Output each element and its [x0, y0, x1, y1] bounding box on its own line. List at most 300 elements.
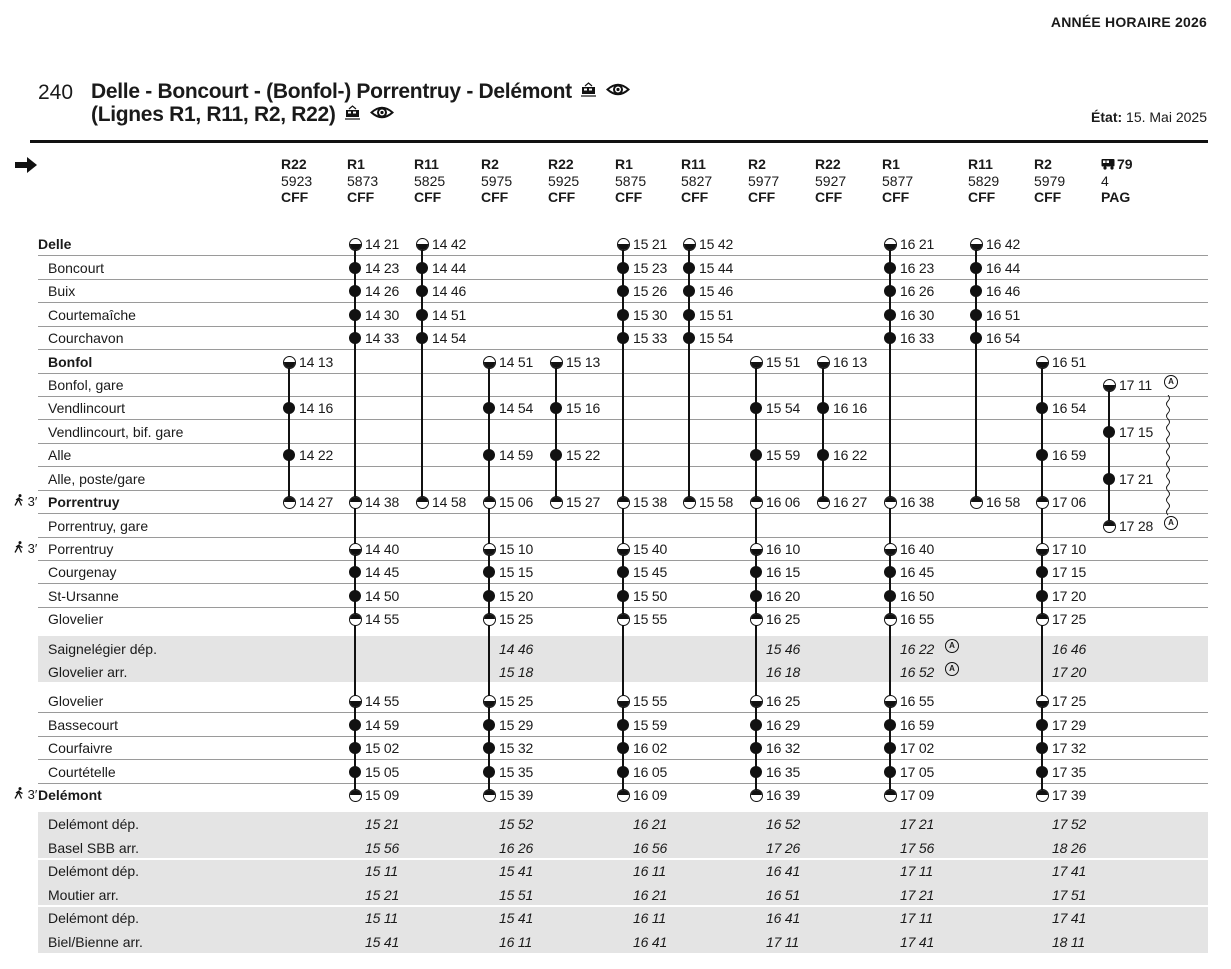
- departure-time: 14 40: [365, 541, 400, 557]
- departure-time: 14 33: [365, 330, 400, 346]
- intermediate-stop-marker: [884, 566, 896, 578]
- departure-time: 17 09: [900, 787, 935, 803]
- arrival-stop-marker: [683, 496, 696, 509]
- connection-time: 15 21: [365, 887, 400, 903]
- station-name: Bassecourt: [48, 717, 119, 733]
- intermediate-stop-marker: [1036, 449, 1048, 461]
- intermediate-stop-marker: [617, 332, 629, 344]
- wavy-connector: [1164, 395, 1174, 522]
- station-name: Porrentruy, gare: [48, 518, 149, 534]
- pedestrian-icon: [14, 541, 24, 556]
- departure-stop-marker: [617, 543, 630, 556]
- train-line-label: [681, 156, 712, 173]
- intermediate-stop-marker: [1036, 766, 1048, 778]
- arrival-stop-marker: [1036, 613, 1049, 626]
- connection-time: 17 20: [1052, 664, 1087, 680]
- station-name: St-Ursanne: [48, 588, 119, 604]
- intermediate-stop-marker: [683, 262, 695, 274]
- train-line-label: [968, 156, 999, 173]
- departure-stop-marker: [884, 543, 897, 556]
- departure-time: 14 30: [365, 307, 400, 323]
- departure-stop-marker: [483, 695, 496, 708]
- departure-time: 16 35: [766, 764, 801, 780]
- train-line-label: [615, 156, 646, 173]
- station-name: Delémont dép.: [48, 910, 140, 926]
- departure-time: 17 05: [900, 764, 935, 780]
- connection-time: 16 22: [900, 641, 935, 657]
- departure-time: 16 51: [986, 307, 1021, 323]
- intermediate-stop-marker: [884, 590, 896, 602]
- connection-time: 16 52: [900, 664, 935, 680]
- connection-time: 16 26: [499, 840, 534, 856]
- note-badge: A: [945, 662, 959, 676]
- intermediate-stop-marker: [617, 285, 629, 297]
- train-line-label: [548, 156, 579, 173]
- departure-time: 15 35: [499, 764, 534, 780]
- train-line-label: [481, 156, 512, 173]
- departure-stop-marker: [750, 356, 763, 369]
- intermediate-stop-marker: [349, 262, 361, 274]
- intermediate-stop-marker: [817, 402, 829, 414]
- departure-time: 15 54: [699, 330, 734, 346]
- intermediate-stop-marker: [283, 449, 295, 461]
- pedestrian-icon: [14, 494, 24, 509]
- arrival-stop-marker: [750, 496, 763, 509]
- intermediate-stop-marker: [1103, 426, 1115, 438]
- departure-stop-marker: [349, 695, 362, 708]
- arrival-stop-marker: [1036, 496, 1049, 509]
- train-line-text: R2: [1034, 156, 1052, 172]
- train-number: 5875: [615, 172, 647, 189]
- route-line: [622, 244, 624, 795]
- train-operator: CFF: [481, 189, 509, 205]
- departure-time: 15 42: [699, 236, 734, 252]
- connection-time: 16 41: [633, 934, 668, 950]
- station-name: Vendlincourt, bif. gare: [48, 424, 184, 440]
- departure-time: 16 27: [833, 494, 868, 510]
- departure-time: 16 23: [900, 260, 935, 276]
- station-name: Courfaivre: [48, 740, 113, 756]
- train-operator: CFF: [548, 189, 576, 205]
- arrival-stop-marker: [1103, 520, 1116, 533]
- arrival-stop-marker: [884, 496, 897, 509]
- departure-stop-marker: [483, 543, 496, 556]
- departure-time: 16 32: [766, 740, 801, 756]
- departure-time: 16 39: [766, 787, 801, 803]
- intermediate-stop-marker: [483, 766, 495, 778]
- departure-stop-marker: [750, 543, 763, 556]
- departure-time: 17 11: [1119, 377, 1152, 393]
- departure-time: 14 54: [432, 330, 467, 346]
- departure-time: 15 20: [499, 588, 534, 604]
- arrival-stop-marker: [617, 613, 630, 626]
- departure-time: 16 59: [900, 717, 935, 733]
- station-name: Delémont dép.: [48, 863, 140, 879]
- intermediate-stop-marker: [617, 719, 629, 731]
- intermediate-stop-marker: [1036, 590, 1048, 602]
- departure-time: 14 54: [499, 400, 534, 416]
- connection-band: [38, 812, 1208, 858]
- departure-time: 14 23: [365, 260, 400, 276]
- departure-time: 15 51: [699, 307, 734, 323]
- intermediate-stop-marker: [750, 566, 762, 578]
- departure-time: 17 29: [1052, 717, 1087, 733]
- intermediate-stop-marker: [884, 332, 896, 344]
- departure-time: 16 30: [900, 307, 935, 323]
- train-line-label: [281, 156, 312, 173]
- departure-time: 17 06: [1052, 494, 1087, 510]
- train-line-label: [882, 156, 913, 173]
- departure-time: 16 38: [900, 494, 935, 510]
- connection-time: 16 52: [766, 816, 801, 832]
- intermediate-stop-marker: [970, 262, 982, 274]
- intermediate-stop-marker: [349, 766, 361, 778]
- arrival-stop-marker: [750, 789, 763, 802]
- departure-time: 15 50: [633, 588, 668, 604]
- departure-time: 16 42: [986, 236, 1021, 252]
- arrival-stop-marker: [884, 789, 897, 802]
- station-name: Alle, poste/gare: [48, 471, 146, 487]
- train-column-header: [414, 156, 445, 206]
- connection-time: 15 18: [499, 664, 534, 680]
- departure-time: 16 25: [766, 693, 801, 709]
- status-line: [1091, 109, 1207, 125]
- arrival-stop-marker: [884, 613, 897, 626]
- note-badge: A: [1164, 375, 1178, 389]
- station-name: Moutier arr.: [48, 887, 119, 903]
- train-line-text: R22: [815, 156, 841, 172]
- departure-stop-marker: [1036, 543, 1049, 556]
- departure-time: 15 25: [499, 611, 534, 627]
- departure-time: 17 21: [1119, 471, 1154, 487]
- departure-time: 16 02: [633, 740, 668, 756]
- intermediate-stop-marker: [970, 285, 982, 297]
- train-line-label: [748, 156, 779, 173]
- intermediate-stop-marker: [884, 742, 896, 754]
- intermediate-stop-marker: [683, 309, 695, 321]
- intermediate-stop-marker: [617, 566, 629, 578]
- departure-time: 14 16: [299, 400, 334, 416]
- departure-time: 17 15: [1052, 564, 1087, 580]
- connection-time: 16 21: [633, 816, 668, 832]
- departure-time: 14 42: [432, 236, 467, 252]
- departure-time: 16 44: [986, 260, 1021, 276]
- intermediate-stop-marker: [750, 742, 762, 754]
- train-column-header: [615, 156, 646, 206]
- train-operator: CFF: [968, 189, 996, 205]
- connection-time: 17 51: [1052, 887, 1087, 903]
- departure-time: 14 51: [432, 307, 467, 323]
- departure-time: 17 32: [1052, 740, 1087, 756]
- train-number: 5829: [968, 172, 1000, 189]
- train-column-header: [815, 156, 846, 206]
- departure-stop-marker: [1036, 356, 1049, 369]
- departure-time: 16 46: [986, 283, 1021, 299]
- connection-time: 18 11: [1052, 934, 1085, 950]
- train-line-text: R2: [748, 156, 766, 172]
- intermediate-stop-marker: [617, 590, 629, 602]
- right-arrow-icon: [14, 156, 38, 178]
- departure-time: 17 10: [1052, 541, 1087, 557]
- departure-time: 16 50: [900, 588, 935, 604]
- connection-time: 17 21: [900, 816, 935, 832]
- departure-time: 14 55: [365, 693, 400, 709]
- intermediate-stop-marker: [349, 742, 361, 754]
- departure-time: 16 58: [986, 494, 1021, 510]
- station-name: Biel/Bienne arr.: [48, 934, 143, 950]
- station-name: Bonfol: [48, 354, 93, 370]
- departure-time: 15 29: [499, 717, 534, 733]
- intermediate-stop-marker: [617, 742, 629, 754]
- connection-time: 15 41: [365, 934, 400, 950]
- train-operator: CFF: [815, 189, 843, 205]
- train-number: 5923: [281, 172, 313, 189]
- departure-stop-marker: [884, 238, 897, 251]
- intermediate-stop-marker: [884, 309, 896, 321]
- departure-time: 14 59: [365, 717, 400, 733]
- intermediate-stop-marker: [1036, 742, 1048, 754]
- departure-time: 15 40: [633, 541, 668, 557]
- intermediate-stop-marker: [550, 449, 562, 461]
- departure-time: 15 27: [566, 494, 601, 510]
- route-line: [822, 362, 824, 502]
- arrival-stop-marker: [349, 613, 362, 626]
- page-title: [91, 80, 630, 104]
- train-line-label: [1101, 156, 1133, 173]
- intermediate-stop-marker: [416, 309, 428, 321]
- departure-time: 15 38: [633, 494, 668, 510]
- intermediate-stop-marker: [483, 719, 495, 731]
- departure-time: 15 39: [499, 787, 534, 803]
- departure-time: 15 33: [633, 330, 668, 346]
- station-name: Porrentruy: [48, 494, 120, 510]
- departure-stop-marker: [817, 356, 830, 369]
- train-column-header: [548, 156, 579, 206]
- arrival-stop-marker: [970, 496, 983, 509]
- route-line: [688, 244, 690, 502]
- connection-time: 15 52: [499, 816, 534, 832]
- departure-time: 14 59: [499, 447, 534, 463]
- departure-stop-marker: [617, 695, 630, 708]
- connection-band: [38, 860, 1208, 905]
- departure-time: 17 28: [1119, 518, 1154, 534]
- connection-time: 17 56: [900, 840, 935, 856]
- departure-time: 16 54: [1052, 400, 1087, 416]
- station-name: Courchavon: [48, 330, 124, 346]
- departure-time: 15 46: [699, 283, 734, 299]
- departure-time: 15 09: [365, 787, 400, 803]
- intermediate-stop-marker: [750, 719, 762, 731]
- departure-time: 16 33: [900, 330, 935, 346]
- intermediate-stop-marker: [349, 590, 361, 602]
- intermediate-stop-marker: [970, 332, 982, 344]
- departure-time: 16 55: [900, 611, 935, 627]
- intermediate-stop-marker: [970, 309, 982, 321]
- departure-time: 16 59: [1052, 447, 1087, 463]
- connection-time: 15 56: [365, 840, 400, 856]
- route-line: [975, 244, 977, 502]
- walk-minutes: 3′: [24, 787, 38, 802]
- station-name: Delle: [38, 236, 72, 252]
- train-column-header: [748, 156, 779, 206]
- departure-time: 16 29: [766, 717, 801, 733]
- train-line-text: R11: [968, 156, 993, 172]
- connection-time: 17 11: [900, 863, 933, 879]
- departure-time: 16 21: [900, 236, 935, 252]
- train-number: 4: [1101, 172, 1109, 189]
- train-operator: CFF: [615, 189, 643, 205]
- note-badge: A: [945, 639, 959, 653]
- departure-time: 15 06: [499, 494, 534, 510]
- eye-icon: [370, 103, 394, 127]
- status-date: 15. Mai 2025: [1126, 109, 1207, 125]
- train-line-text: R1: [347, 156, 365, 172]
- arrival-stop-marker: [1036, 789, 1049, 802]
- train-operator: CFF: [347, 189, 375, 205]
- departure-time: 16 22: [833, 447, 868, 463]
- arrival-stop-marker: [817, 496, 830, 509]
- intermediate-stop-marker: [416, 262, 428, 274]
- train-line-label: [414, 156, 445, 173]
- train-line-text: R1: [882, 156, 900, 172]
- intermediate-stop-marker: [550, 402, 562, 414]
- walk-time: [14, 493, 37, 511]
- departure-time: 15 59: [633, 717, 668, 733]
- departure-time: 17 15: [1119, 424, 1154, 440]
- bus-icon: [1101, 156, 1117, 172]
- train-number: 5827: [681, 172, 713, 189]
- departure-stop-marker: [1103, 379, 1116, 392]
- connection-time: 17 11: [900, 910, 933, 926]
- departure-time: 15 13: [566, 354, 601, 370]
- departure-time: 15 25: [499, 693, 534, 709]
- intermediate-stop-marker: [884, 262, 896, 274]
- departure-time: 16 55: [900, 693, 935, 709]
- route-line: [889, 244, 891, 795]
- departure-stop-marker: [416, 238, 429, 251]
- pedestrian-icon: [14, 787, 24, 802]
- departure-time: 16 05: [633, 764, 668, 780]
- station-name: Saignelégier dép.: [48, 641, 157, 657]
- connection-band: [38, 907, 1208, 953]
- intermediate-stop-marker: [617, 766, 629, 778]
- train-line-text: R22: [281, 156, 307, 172]
- intermediate-stop-marker: [884, 719, 896, 731]
- departure-stop-marker: [683, 238, 696, 251]
- intermediate-stop-marker: [416, 332, 428, 344]
- departure-time: 15 55: [633, 693, 668, 709]
- train-line-text: R1: [615, 156, 633, 172]
- connection-time: 15 11: [365, 863, 398, 879]
- train-column-header: [882, 156, 913, 206]
- train-column-header: [1101, 156, 1133, 206]
- departure-time: 17 20: [1052, 588, 1087, 604]
- departure-time: 14 45: [365, 564, 400, 580]
- departure-stop-marker: [349, 543, 362, 556]
- station-name: Delémont dép.: [48, 816, 140, 832]
- connection-time: 16 46: [1052, 641, 1087, 657]
- departure-time: 15 02: [365, 740, 400, 756]
- departure-time: 15 44: [699, 260, 734, 276]
- arrival-stop-marker: [617, 496, 630, 509]
- station-name: Vendlincourt: [48, 400, 126, 416]
- departure-stop-marker: [970, 238, 983, 251]
- intermediate-stop-marker: [349, 309, 361, 321]
- station-name: Glovelier: [48, 693, 104, 709]
- connection-time: 17 11: [766, 934, 799, 950]
- train-number: 5873: [347, 172, 379, 189]
- note-badge: A: [1164, 516, 1178, 530]
- intermediate-stop-marker: [1103, 473, 1115, 485]
- train-line-text: R22: [548, 156, 574, 172]
- intermediate-stop-marker: [750, 449, 762, 461]
- station-name: Porrentruy: [48, 541, 114, 557]
- intermediate-stop-marker: [483, 402, 495, 414]
- connection-time: 15 41: [499, 863, 534, 879]
- departure-stop-marker: [750, 695, 763, 708]
- intermediate-stop-marker: [884, 285, 896, 297]
- intermediate-stop-marker: [683, 332, 695, 344]
- train-number: 5977: [748, 172, 780, 189]
- header-rule: [30, 140, 1208, 143]
- departure-time: 14 21: [365, 236, 400, 252]
- arrival-stop-marker: [617, 789, 630, 802]
- departure-time: 14 27: [299, 494, 334, 510]
- table-number: 240: [38, 81, 74, 104]
- connection-time: 17 52: [1052, 816, 1087, 832]
- connection-time: 17 41: [900, 934, 935, 950]
- connection-time: 15 51: [499, 887, 534, 903]
- intermediate-stop-marker: [750, 590, 762, 602]
- station-name: Courtemaîche: [48, 307, 136, 323]
- arrival-stop-marker: [483, 496, 496, 509]
- departure-time: 16 54: [986, 330, 1021, 346]
- train-number: 5825: [414, 172, 446, 189]
- departure-time: 16 13: [833, 354, 868, 370]
- train-line-text: R2: [481, 156, 499, 172]
- train-line-label: [1034, 156, 1065, 173]
- connection-time: 17 26: [766, 840, 801, 856]
- departure-time: 16 09: [633, 787, 668, 803]
- connection-time: 15 11: [365, 910, 398, 926]
- departure-time: 16 10: [766, 541, 801, 557]
- train-number: 5979: [1034, 172, 1066, 189]
- connection-time: 15 21: [365, 816, 400, 832]
- train-column-header: [681, 156, 712, 206]
- departure-time: 15 51: [766, 354, 801, 370]
- arrival-stop-marker: [550, 496, 563, 509]
- route-line: [421, 244, 423, 502]
- connection-time: 16 41: [766, 863, 801, 879]
- departure-time: 16 45: [900, 564, 935, 580]
- connection-time: 17 21: [900, 887, 935, 903]
- connection-time: 16 11: [633, 863, 666, 879]
- departure-time: 15 05: [365, 764, 400, 780]
- train-number: 5877: [882, 172, 914, 189]
- departure-time: 14 55: [365, 611, 400, 627]
- departure-stop-marker: [483, 356, 496, 369]
- departure-time: 15 58: [699, 494, 734, 510]
- departure-time: 14 38: [365, 494, 400, 510]
- station-name: Glovelier arr.: [48, 664, 128, 680]
- arrival-stop-marker: [483, 789, 496, 802]
- arrival-stop-marker: [483, 613, 496, 626]
- departure-time: 15 30: [633, 307, 668, 323]
- train-number: 5927: [815, 172, 847, 189]
- train-column-header: [481, 156, 512, 206]
- connection-time: 18 26: [1052, 840, 1087, 856]
- connection-time: 16 11: [499, 934, 532, 950]
